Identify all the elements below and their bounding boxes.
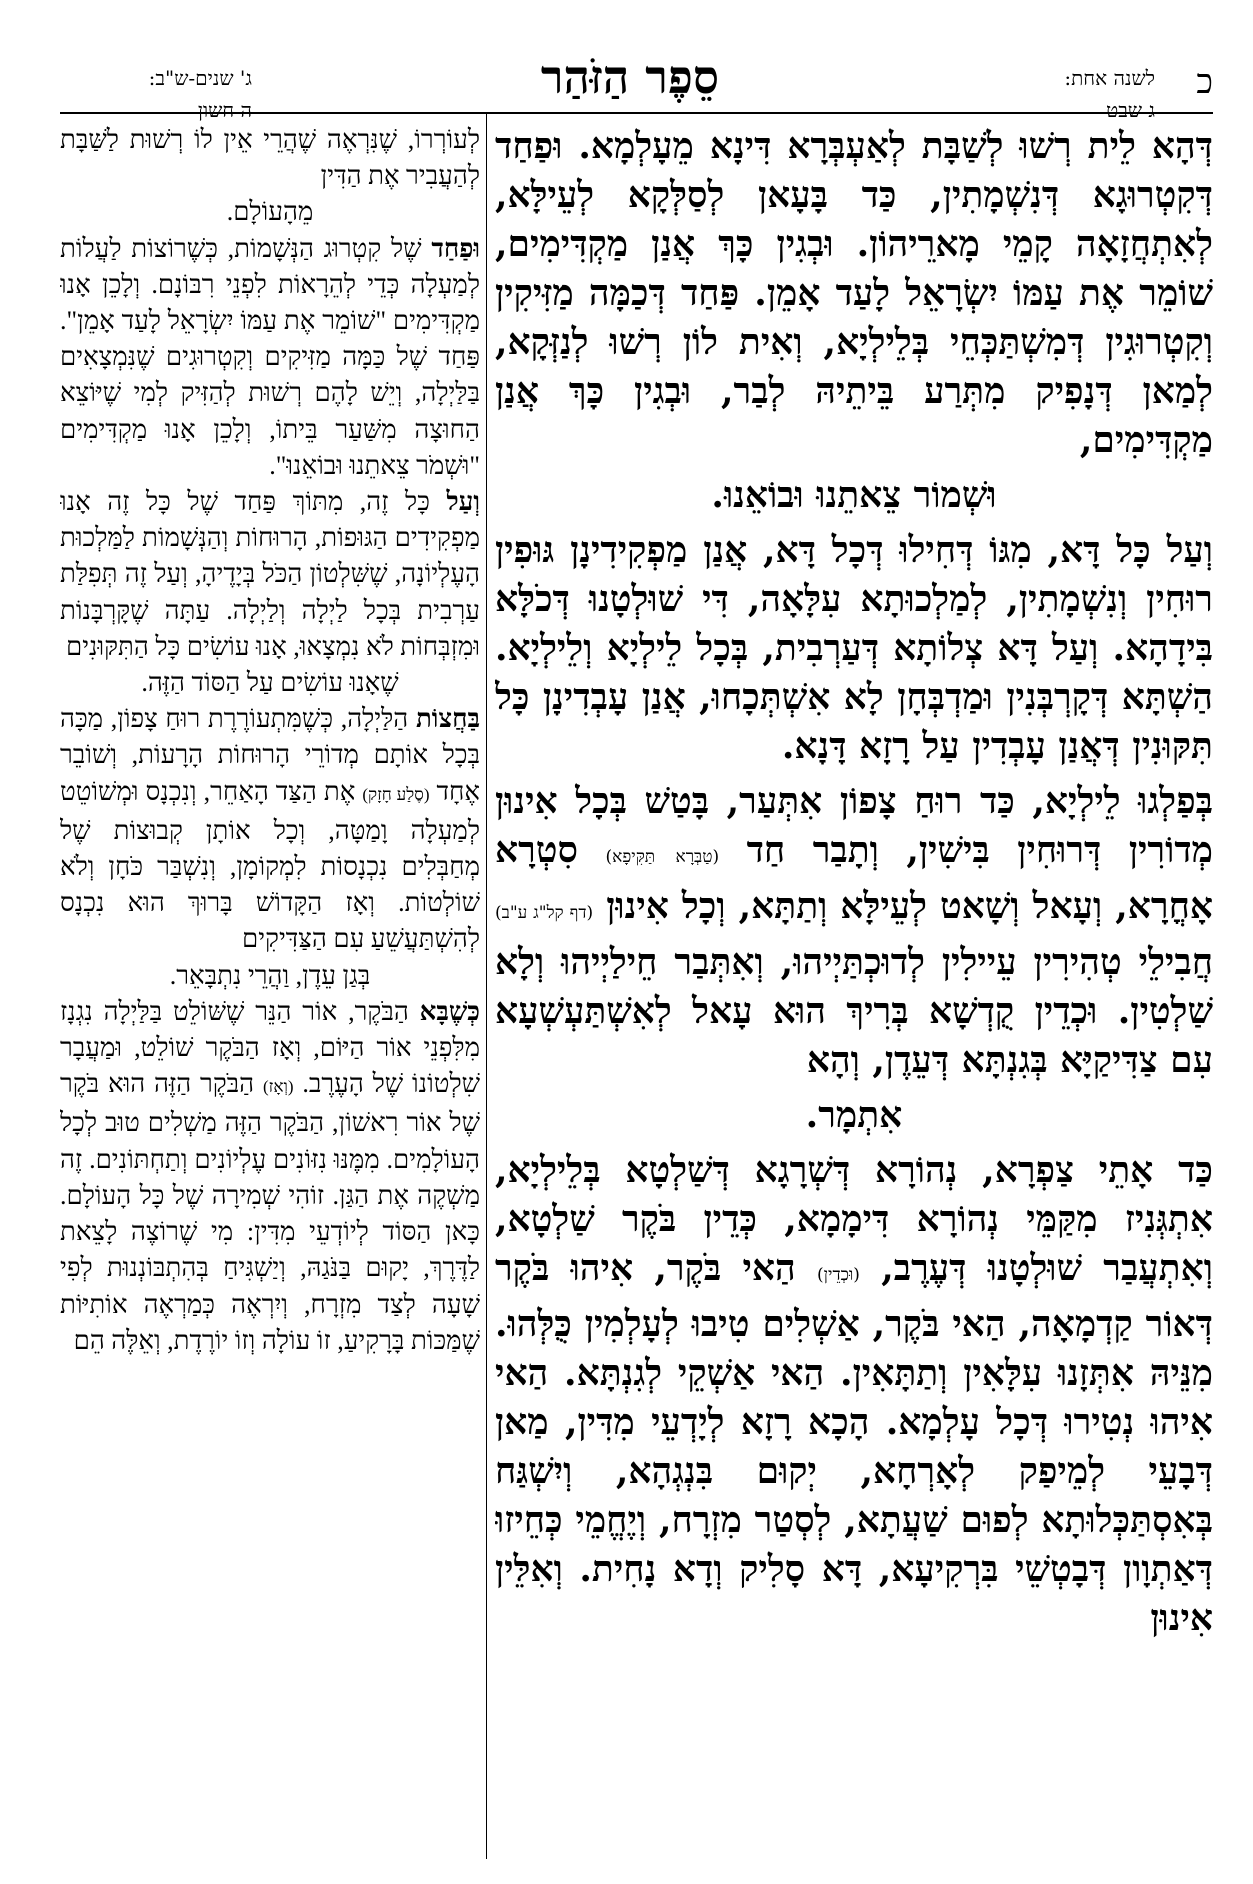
column-divider — [486, 114, 487, 1859]
main-paragraph-3-a: בְּפַלְגוּ לֵילְיָא, כַּד רוּחַ צָפוֹן אִתְּעַר, בָּטַשׁ בְּכָל אִינוּן מְדוֹרִין דְּרוּחִין בִּישִׁין, וְתָבַר חַד — [495, 780, 1213, 871]
side-paragraph-5-lead: כְּשֶׁבָּא — [419, 996, 480, 1026]
header-right-caption-line2: ג שבט — [1106, 98, 1155, 122]
main-paragraph-3-b: סִטְרָא אָחֳרָא, וְעָאל וְשָׁאט לְעֵילָּא וְתַתָּא, וְכָל אִינוּן — [495, 829, 1213, 927]
commentary-column — [60, 122, 480, 1867]
side-paragraph-4-end: בְּגַן עֵדֶן, וַהֲרֵי נִתְבָּאֵר. — [169, 960, 371, 990]
main-paragraph-3-note2: (דף קל"ג ע"ב) — [495, 903, 594, 923]
main-paragraph-4-a: כַּד אָתֵי צַפְרָא, נְהוֹרָא דְּשְׁרָגָא דְּשַׁלְטָא בְּלֵילְיָא, אִתְגְּנִיז מִקַּמֵּי נְהוֹרָא דִּימָמָא, כְּדֵין בֹּקֶר שַׁלְטָא, וְאִתְעֲבַר שׁוּלְטָנוּ דְּעֶרֶב, — [495, 1149, 1213, 1289]
header-divider — [60, 112, 1213, 114]
main-paragraph-3-end: אִתְמָר. — [805, 1094, 903, 1136]
main-paragraph-3 — [495, 777, 1213, 1085]
main-paragraph-2: וְעַל כָּל דָּא, מִגּוֹ דְּחִילוּ דְּכָל דָּא, אֲנַן מַפְקִידִינָן גּוּפִין רוּחִין וְנִשְׁמָתִין, לְמַלְכוּתָא עִלָּאָה, דִּי שׁוּלְטָנוּ דְּכֹלָּא בִּידָהָא. וְעַל דָּא צְלוֹתָא דְּעַרְבִית, בְּכָל לֵילְיָא וְלֵילְיָא. הַשְׁתָּא דְּקָרְבְּנִין וּמַדְבְּחָן לָא אִשְׁתְּכָחוּ, אֲנַן עָבְדִינָן כָּל תִּקּוּנִין דְּאֲנַן עָבְדִין עַל רָזָא דָּנָא. — [495, 529, 1213, 767]
main-paragraph-1: דְּהָא לֵית רְשׁוּ לְשַׁבָּת לְאַעְבְּרָא דִּינָא מֵעָלְמָא. וּפַחַד דְּקִטְרוּגָא דְּנִשְׁמָתִין, כַּד בָּעָאן לְסַלְּקָא לְעֵילָּא, לְאִתְחֲזָאָה קָמֵי מָארֵיהוֹן. וּבְגִין כָּךְ אֲנַן מַקְדִּימִים, שׁוֹמֵר אֶת עַמּוֹ יִשְׂרָאֵל לָעַד אָמֵן. פַּחַד דְּכַמָּה מַזִּיקִין וְקִטְרוּגִין דְּמִשְׁתַּכְּחֵי בְּלֵילְיָא, וְאִית לוֹן רְשׁוּ לְנַזְּקָא, לְמַאן דְּנָפִיק מִתְּרַע בֵּיתֵיהּ לְבַר, וּבְגִין כָּךְ אֲנַן מַקְדִּימִים, — [495, 125, 1213, 461]
header-left-caption-line2: ה חשון — [197, 98, 252, 122]
page-title: סֵפֶר הַזֹּהַר — [540, 50, 720, 104]
side-paragraph-5-b: הַבֹּקֶר הַזֶּה הוּא בֹּקֶר שֶׁל אוֹר רִאשׁוֹן, הַבֹּקֶר הַזֶּה מַשְׁלִים טוּב לְכָל הָעוֹלָמִים. מִמֶּנּוּ נִזּוֹנִים עֶלְיוֹנִים וְתַחְתּוֹנִים. זֶה מַשְׁקֶה אֶת הַגַּן. זוֹהִי שְׁמִירָה שֶׁל כָּל הָעוֹלָם. כָּאן הַסּוֹד לְיוֹדְעֵי מִדִּין: מִי שֶׁרוֹצֶה לָצֵאת לַדֶּרֶךְ, יָקוּם בַּנֹּגַהּ, וְיַשְׁגִּיחַ בְּהִתְבּוֹנְנוּת לְפִי שָׁעָה לְצַד מִזְרָח, וְיִרְאֶה כְּמַרְאֶה אוֹתִיּוֹת שֶׁמַּכּוֹת בָּרָקִיעַ, זוֹ עוֹלָה וְזוֹ יוֹרֶדֶת, וְאֵלֶּה הֵם — [60, 1069, 480, 1355]
side-paragraph-2-text: שֶׁל קִטְרוּג הַנְּשָׁמוֹת, כְּשֶׁרוֹצוֹת לַעֲלוֹת לְמַעְלָה כְּדֵי לְהֵרָאוֹת לִפְנֵי רִבּוֹנָם. וְלָכֵן אָנוּ מַקְדִּימִים "שׁוֹמֵר אֶת עַמּוֹ יִשְׂרָאֵל לָעַד אָמֵן". פַּחַד שֶׁל כַּמָּה מַזִּיקִים וְקִטְרוּגִים שֶׁנִּמְצָאִים בַּלַּיְלָה, וְיֵשׁ לָהֶם רְשׁוּת לְהַזִּיק לְמִי שֶׁיּוֹצֵא הַחוּצָה מִשַּׁעַר בֵּיתוֹ, וְלָכֵן אָנוּ מַקְדִּימִים "וּשְׁמֹר צֵאתֵנוּ וּבוֹאֵנוּ". — [60, 233, 480, 480]
side-paragraph-3-lead: וְעַל — [446, 487, 480, 517]
main-text-column — [495, 122, 1213, 1867]
side-paragraph-4-text: הַלַּיְלָה, כְּשֶׁמִּתְעוֹרֶרֶת רוּחַ צָפוֹן, מַכָּה בְּכָל אוֹתָם מְדוֹרֵי הָרוּחוֹת הָרָעוֹת, וְשׁוֹבֵר אֶחָד — [60, 704, 480, 806]
header-left-caption — [62, 62, 252, 126]
side-paragraph-5-text: הַבֹּקֶר, אוֹר הַנֵּר שֶׁשּׁוֹלֵט בַּלַּיְלָה נִגְנָז מִלִּפְנֵי אוֹר הַיּוֹם, וְאָז הַבֹּקֶר שׁוֹלֵט, וּמַעֲבָר שִׁלְטוֹנוֹ שֶׁל הָעֶרֶב. — [60, 996, 480, 1099]
side-paragraph-1: לְעוֹרְרוֹ, שֶׁנִּרְאֶה שֶׁהֲרֵי אֵין לוֹ רְשׁוּת לַשַּׁבָּת לְהַעֲבִיר אֶת הַדִּין — [60, 125, 480, 191]
side-paragraph-5-note: (וְאָז) — [262, 1077, 294, 1097]
side-paragraph-2 — [60, 231, 480, 484]
main-paragraph-3-c: חֲבִילֵי טְהִירִין עֵיילִין לְדוּכְתַּיְיהוּ, וְאִתְּבַר חֵילַיְיהוּ וְלָא שַׁלְטִין. וּכְדֵין קֻדְשָׁא בְּרִיךְ הוּא עָאל לְאִשְׁתַּעְשְׁעָא עִם צַדִּיקַיָּא בְּגִנְתָּא דְּעֵדֶן, וְהָא — [495, 941, 1213, 1081]
header-right-caption — [1064, 62, 1155, 126]
main-paragraph-1-end: וּשְׁמוֹר צֵאתֵנוּ וּבוֹאֵנוּ. — [711, 474, 997, 516]
main-paragraph-4-b: הַאי בֹּקֶר, אִיהוּ בֹּקֶר דְּאוֹר קַדְמָאָה, הַאי בֹּקֶר, אַשְׁלִים טִיבוּ לְעָלְמִין כֻּלְּהוּ. מִנֵּיהּ אִתְּזָנוּ עִלָּאִין וְתַתָּאִין. הַאי אַשְׁקֵי לְגִנְתָּא. הַאי אִיהוּ נְטִירוּ דְּכָל עָלְמָא. הָכָא רָזָא לְיָדְעֵי מִדִּין, מַאן דְּבָעֵי לְמֵיפַק לְאָרְחָא, יְקוּם בִּנְגְהָא, וְיִשְׁגַּח בְּאִסְתַּכְּלוּתָא לְפוּם שַׁעֲתָא, לְסְטַר מִזְרָח, וְיֶחֱמֵי כְּחֵיזוּ דְּאַתְוָון דְּבָטְשֵׁי בִּרְקִיעָא, דָּא סָלִיק וְדָא נָחִית. וְאִלֵּין אִינוּן — [495, 1247, 1213, 1639]
side-paragraph-4-b: אֶת הַצַּד הָאַחֵר, וְנִכְנָס וּמְשׁוֹטֵט לְמַעְלָה וָמַטָּה, וְכָל אוֹתָן קְבוּצוֹת שֶׁל מְחַבְּלִים נִכְנָסוֹת לִמְקוֹמָן, וְנִשְׁבַּר כֹּחָן וְלֹא שׁוֹלְטוֹת. וְאָז הַקָּדוֹשׁ בָּרוּךְ הוּא נִכְנָס לְהִשְׁתַּעֲשֵׁעַ עִם הַצַּדִּיקִים — [60, 776, 480, 954]
main-paragraph-3-note1: (טַבְּרָא תַּקִּיפָא) — [605, 847, 720, 867]
main-paragraph-4 — [495, 1146, 1213, 1643]
side-paragraph-4 — [60, 701, 480, 957]
side-paragraph-4-note: (סֶלַע חָזָק) — [362, 784, 430, 804]
side-paragraph-5 — [60, 994, 480, 1359]
side-paragraph-3-text: כָּל זֶה, מִתּוֹךְ פַּחַד שֶׁל כָּל זֶה אָנוּ מַפְקִידִים הַגּוּפוֹת, הָרוּחוֹת וְהַנְּשָׁמוֹת לַמַּלְכוּת הָעֶלְיוֹנָה, שֶׁשִּׁלְטוֹן הַכֹּל בְּיָדֶיהָ, וְעַל זֶה תְּפִלַּת עַרְבִית בְּכָל לַיְלָה וְלַיְלָה. עַתָּה שֶׁקָּרְבָּנוֹת וּמִזְבְּחוֹת לֹא נִמְצָאוּ, אָנוּ עוֹשִׂים כָּל הַתִּקּוּנִים — [60, 487, 480, 661]
side-paragraph-4-lead: בַּחֲצוֹת — [415, 704, 480, 734]
main-paragraph-4-note: (וּכְדֵין) — [817, 1265, 860, 1285]
header-left-caption-line1: ג' שנים-ש"ב: — [148, 66, 252, 90]
header-right-caption-line1: לשנה אחת: — [1064, 66, 1155, 90]
side-paragraph-3-end: שֶׁאָנוּ עוֹשִׂים עַל הַסּוֹד הַזֶּה. — [141, 668, 399, 698]
page-number: כ — [1196, 62, 1213, 102]
side-paragraph-1-end: מֵהָעוֹלָם. — [226, 197, 314, 227]
side-paragraph-2-lead: וּפַחַד — [431, 233, 480, 263]
side-paragraph-3 — [60, 484, 480, 665]
